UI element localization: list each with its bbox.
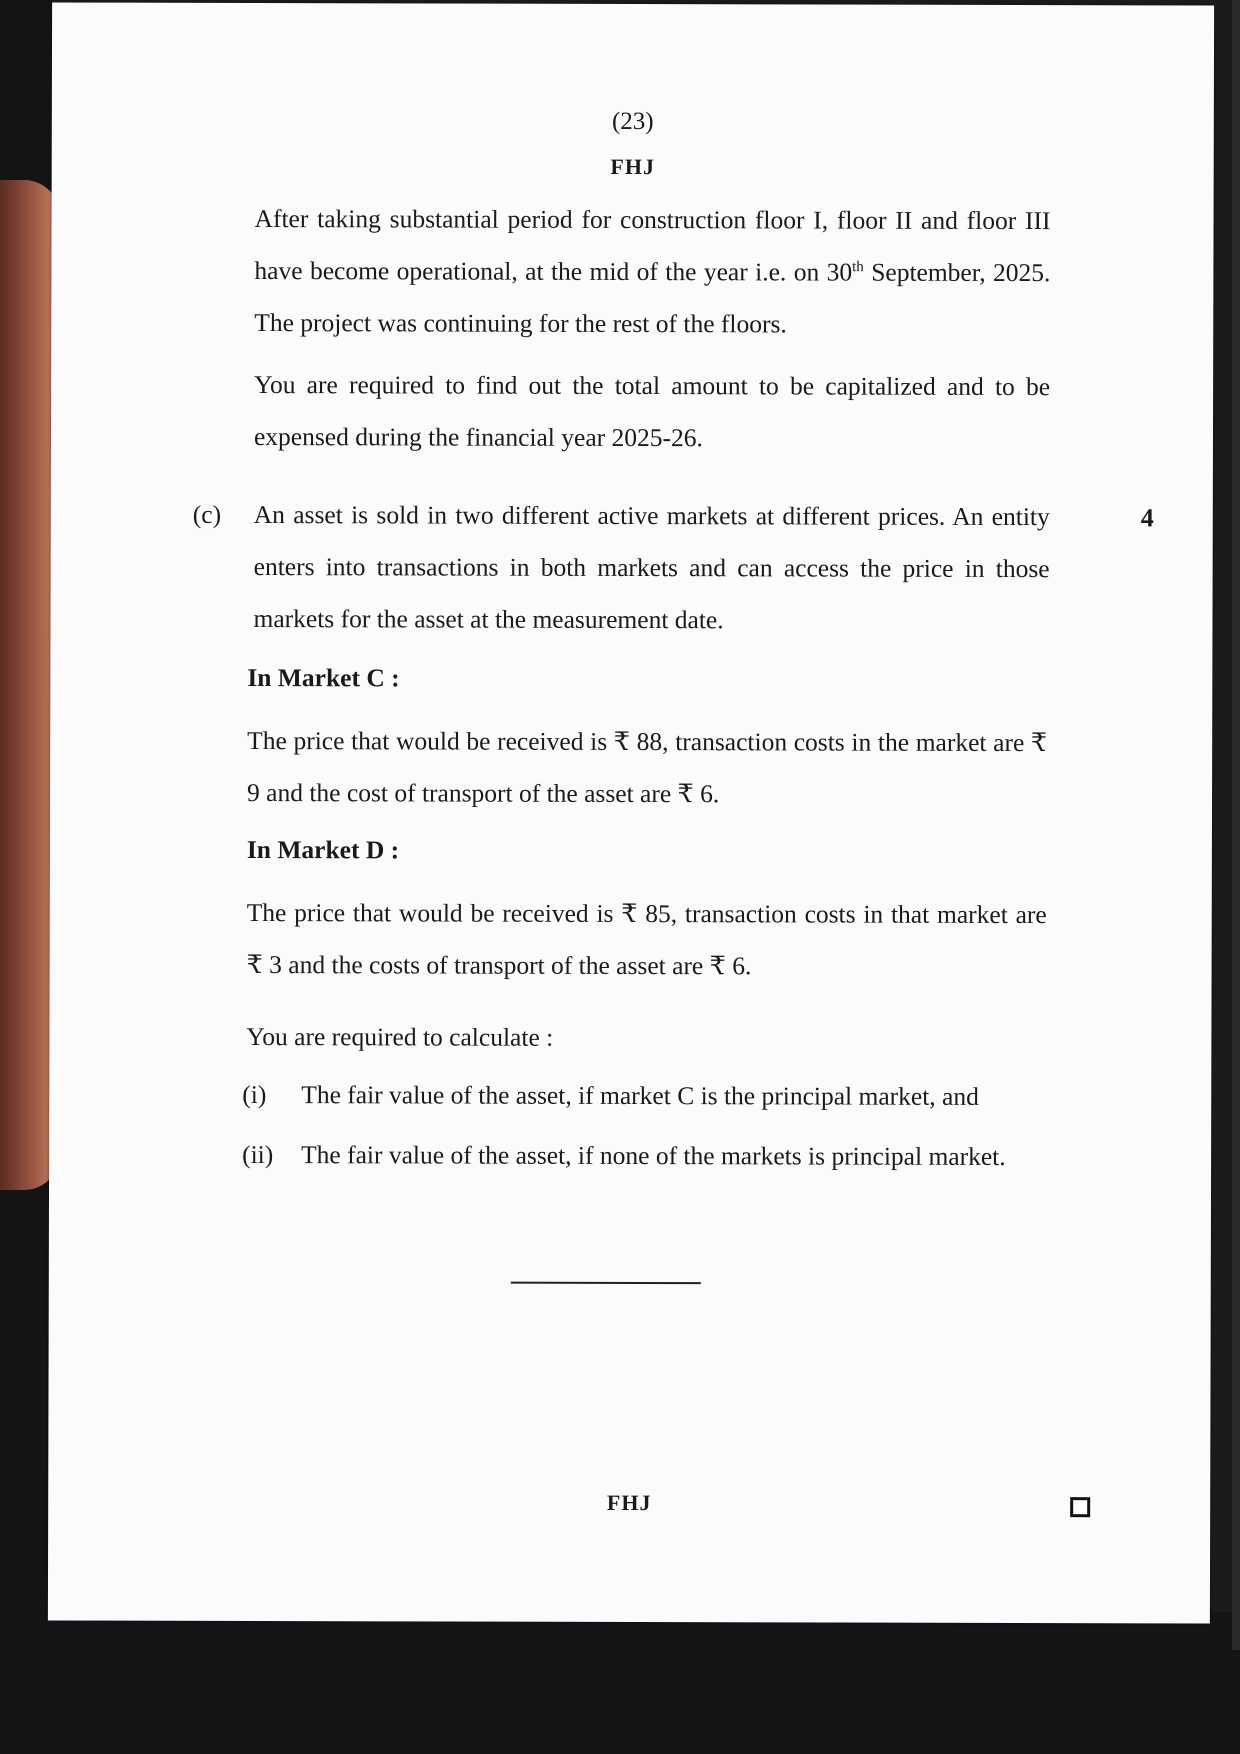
paper-code-bottom: FHJ (606, 1489, 652, 1516)
calculation-prompt: You are required to calculate : (246, 1021, 554, 1052)
scan-right-edge (1232, 0, 1240, 1650)
question-label: (c) (192, 499, 222, 529)
market-d-text: The price that would be received is ₹ 85, transaction costs in that market are ₹ 3 and the costs of transport of the asset are ₹ 6. (246, 897, 1047, 981)
item-text: The fair value of the asset, if market C is the principal market, and (301, 1080, 979, 1111)
requirement-paragraph: You are required to find out the total amount to be capitalized and to be expensed during the financial year 2025-26. (253, 370, 1051, 453)
market-c-text: The price that would be received is ₹ 88, transaction costs in the market are ₹ 9 and the cost of transport of the asset are ₹ 6. (247, 725, 1048, 809)
market-c-heading: In Market C : (247, 662, 400, 693)
end-rule (511, 1282, 701, 1284)
construction-paragraph: After taking substantial period for construction floor I, floor II and floor III have become operational, at the mid of the year i.e. on 30th September, 2025. The project was continuing for the rest of the floors. (254, 204, 1051, 339)
scan-bottom-edge (0, 1612, 1240, 1754)
square-icon (1070, 1497, 1090, 1517)
exam-page (48, 2, 1214, 1623)
item-label: (ii) (242, 1139, 274, 1170)
item-text: The fair value of the asset, if none of the markets is principal market. (301, 1140, 1006, 1171)
question-marks: 4 (1140, 503, 1154, 533)
page-number: (23) (611, 107, 654, 136)
item-label: (i) (242, 1079, 267, 1110)
question-intro: An asset is sold in two different active markets at different prices. An entity enters into transactions in both markets and can access the price in those markets for the asset at the measurement date. (253, 500, 1050, 635)
paper-code-top: FHJ (610, 153, 656, 180)
market-d-heading: In Market D : (246, 834, 400, 865)
